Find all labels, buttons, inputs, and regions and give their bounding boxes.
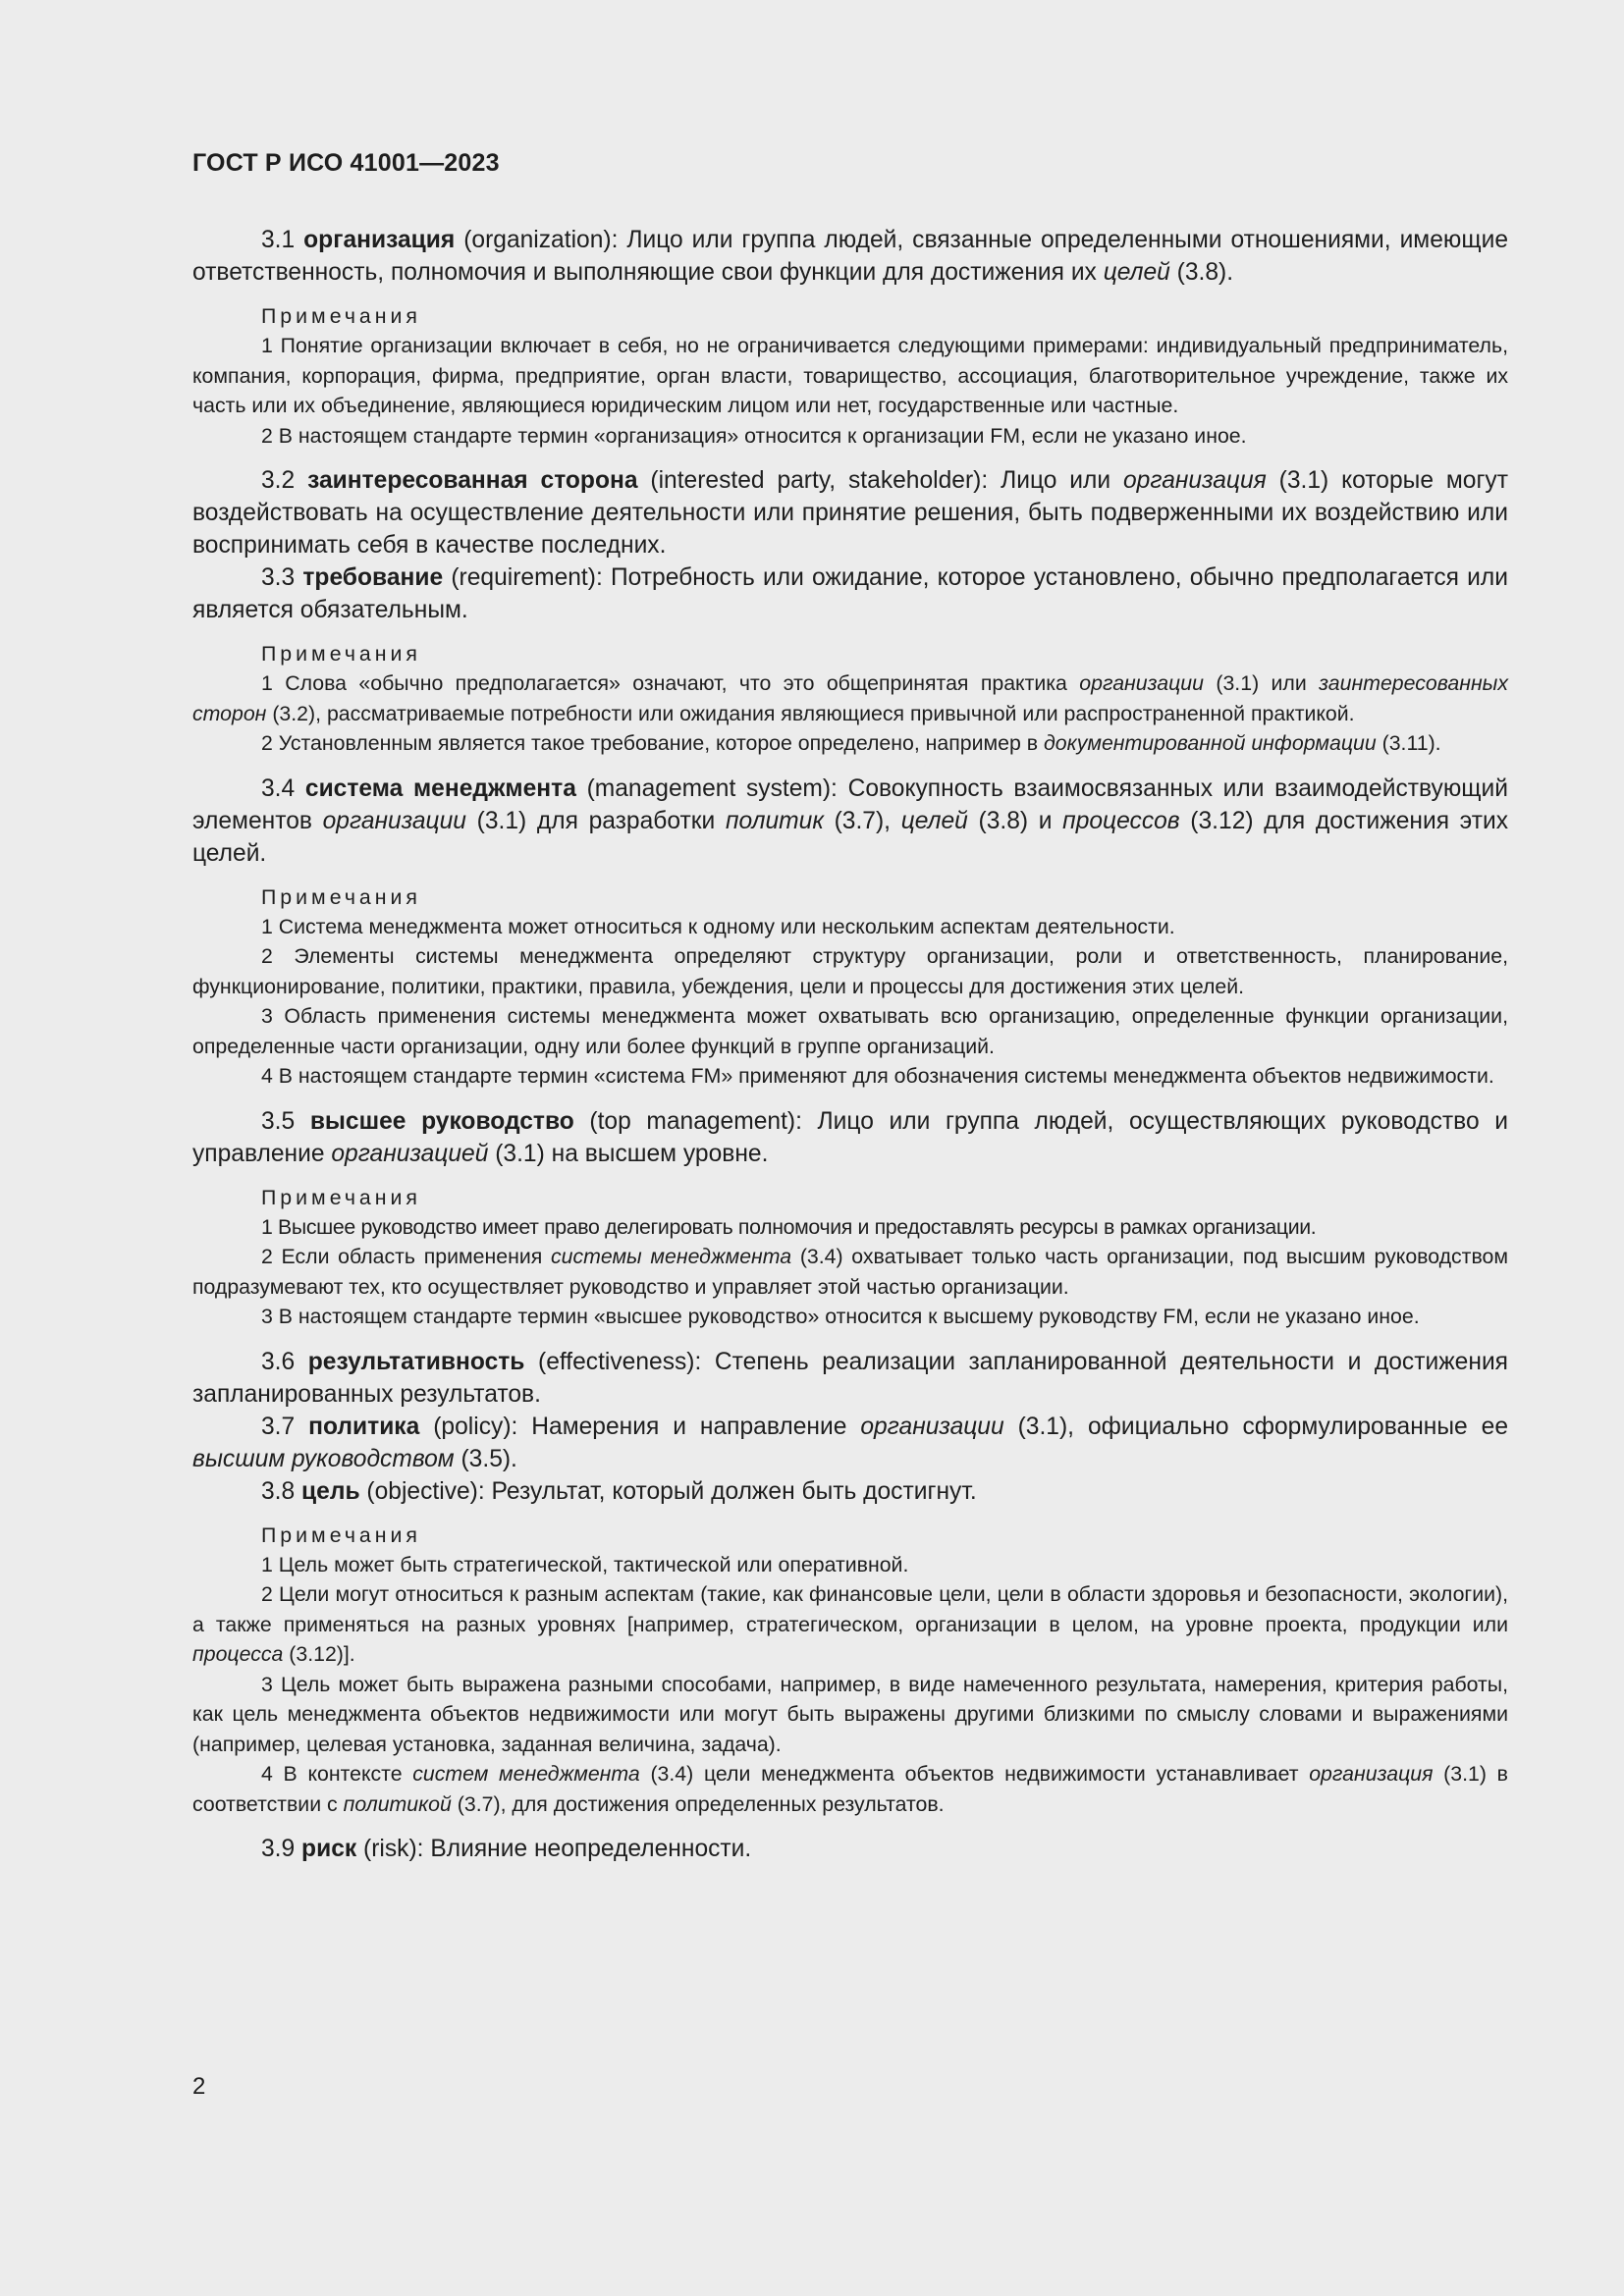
term-english: (management system): xyxy=(575,774,848,802)
notes-heading: Примечания xyxy=(261,1185,421,1209)
note-text: (3.4) охватывает только часть организации, под высшим руководством подразумевают тех, кто осуществляет руководство и управляет этой частью организации. xyxy=(192,1245,1509,1299)
note-reference: организации xyxy=(1079,671,1204,695)
term-definition: Результат, который должен быть достигнут. xyxy=(491,1477,977,1505)
note-item: 1 Высшее руководство имеет право делегировать полномочия и предоставлять ресурсы в рамках организации. xyxy=(261,1214,1317,1239)
note-item xyxy=(192,728,1508,759)
note-item: 2 В настоящем стандарте термин «организация» относится к организации FM, если не указано иное. xyxy=(261,423,1247,448)
note-text: 1 Слова «обычно предполагается» означают, что это общепринятая практика xyxy=(261,671,1080,695)
term-english: (objective): xyxy=(359,1477,492,1505)
note-text: (3.11). xyxy=(1376,731,1441,755)
term-definition: Совокупность взаимосвязанных или взаимодействующий элементов xyxy=(192,774,1508,834)
term-number: 3.2 xyxy=(261,467,296,494)
document-body xyxy=(192,224,1508,1865)
note-text: (3.2), рассматриваемые потребности или ожидания являющиеся привычной или распространенной практикой. xyxy=(266,701,1355,725)
term-name: требование xyxy=(302,564,444,591)
term-english: (risk): xyxy=(356,1836,431,1862)
page-number: 2 xyxy=(192,2073,206,2100)
term-name: политика xyxy=(308,1413,420,1440)
note-item: 1 Система менеджмента может относиться к одному или нескольким аспектам деятельности. xyxy=(261,914,1175,938)
note-text: (3.7), для достижения определенных результатов. xyxy=(451,1791,945,1816)
notes-heading: Примечания xyxy=(261,884,421,909)
note-text: (3.12)]. xyxy=(283,1642,355,1666)
term-english: (policy): xyxy=(419,1413,532,1440)
term-reference: организацией xyxy=(331,1140,489,1167)
note-text: 2 Установленным является такое требование, которое определено, например в xyxy=(261,731,1045,755)
notes-3-8 xyxy=(192,1521,1508,1820)
term-definition: (3.1) которые могут воздействовать на осуществление деятельности или принятие решения, быть подверженными их воздействию или воспринимать себя в качестве последних. xyxy=(192,467,1508,559)
term-reference: организация xyxy=(1123,467,1267,494)
note-item: 3 Цель может быть выражена разными способами, например, в виде намеченного результата, намерения, критерия работы, как цель менеджмента объектов недвижимости или могут быть выражены другими близкими по смыслу словами и выражениями (например, целевая установка, заданная величина, задача). xyxy=(192,1672,1508,1756)
term-definition: (3.8). xyxy=(1169,259,1234,286)
term-definition: Степень реализации запланированной деятельности и достижения запланированных результатов. xyxy=(192,1348,1508,1408)
note-item: 2 Элементы системы менеджмента определяют структуру организации, роли и ответственность, планирование, функционирование, политики, практики, правила, убеждения, цели и процессы для достижения этих целей. xyxy=(192,944,1508,998)
term-3-5 xyxy=(192,1105,1508,1170)
note-item xyxy=(192,1759,1508,1819)
term-reference: высшим руководством xyxy=(192,1445,455,1472)
note-text: 2 Цели могут относиться к разным аспектам (такие, как финансовые цели, цели в области здоровья и безопасности, экологии), а также применяться на разных уровнях [например, стратегическом, организации в целом, на уровне проекта, продукции или xyxy=(192,1582,1508,1636)
term-name: риск xyxy=(301,1836,357,1862)
term-english: (effectiveness): xyxy=(524,1348,715,1375)
term-definition: Лицо или xyxy=(1001,467,1123,494)
term-number: 3.4 xyxy=(261,774,296,802)
note-reference: политикой xyxy=(343,1791,452,1816)
note-text: (3.1) в соответствии с xyxy=(192,1762,1508,1816)
term-3-8 xyxy=(192,1475,1508,1508)
term-3-3 xyxy=(192,561,1508,626)
term-3-6 xyxy=(192,1346,1508,1411)
notes-3-5 xyxy=(192,1183,1508,1332)
term-definition: Намерения и направление xyxy=(531,1413,861,1440)
term-3-1 xyxy=(192,224,1508,289)
term-name: заинтересованная сторона xyxy=(307,467,638,494)
term-reference: политик xyxy=(725,807,824,834)
note-reference: заинтересованных сторон xyxy=(192,671,1508,725)
note-reference: документированной информации xyxy=(1044,731,1377,755)
note-reference: системы менеджмента xyxy=(550,1245,792,1268)
term-number: 3.3 xyxy=(261,564,296,591)
note-item xyxy=(192,1242,1508,1302)
note-reference: организация xyxy=(1309,1762,1434,1786)
term-number: 3.1 xyxy=(261,227,296,253)
term-reference: организации xyxy=(322,807,466,834)
term-english: (requirement): xyxy=(443,564,611,591)
term-name: система менеджмента xyxy=(304,774,576,802)
term-english: (top management): xyxy=(573,1107,818,1135)
term-reference: процессов xyxy=(1062,807,1180,834)
term-name: результативность xyxy=(307,1348,525,1375)
term-number: 3.7 xyxy=(261,1413,296,1440)
document-header: ГОСТ Р ИСО 41001—2023 xyxy=(192,149,500,177)
term-3-4 xyxy=(192,773,1508,870)
term-definition: (3.1) на высшем уровне. xyxy=(488,1140,769,1167)
term-3-7 xyxy=(192,1411,1508,1475)
note-item: 4 В настоящем стандарте термин «система FM» применяют для обозначения системы менеджмента объектов недвижимости. xyxy=(261,1064,1494,1088)
note-text: 4 В контексте xyxy=(261,1762,413,1786)
note-item: 1 Цель может быть стратегической, тактической или оперативной. xyxy=(261,1552,909,1576)
note-text: (3.4) цели менеджмента объектов недвижимости устанавливает xyxy=(639,1762,1310,1786)
notes-3-1 xyxy=(192,301,1508,451)
note-reference: систем менеджмента xyxy=(412,1762,640,1786)
term-definition: (3.5). xyxy=(454,1445,517,1472)
term-definition: (3.1), официально сформулированные ее xyxy=(1003,1413,1508,1440)
notes-3-3 xyxy=(192,639,1508,759)
notes-heading: Примечания xyxy=(261,642,421,666)
term-reference: целей xyxy=(900,807,968,834)
note-item: 3 Область применения системы менеджмента может охватывать всю организацию, определенные функции организации, определенные части организации, одну или более функций в группе организаций. xyxy=(192,1004,1508,1058)
term-name: высшее руководство xyxy=(309,1107,574,1135)
term-number: 3.5 xyxy=(261,1107,296,1135)
term-reference: целей xyxy=(1103,259,1170,286)
term-english: (organization): xyxy=(455,227,627,253)
term-definition: Лицо или группа людей, осуществляющих руководство и управление xyxy=(192,1107,1508,1167)
note-item xyxy=(192,668,1508,728)
term-definition: Влияние неопределенности. xyxy=(430,1836,752,1862)
term-number: 3.6 xyxy=(261,1348,296,1375)
term-number: 3.9 xyxy=(261,1836,296,1862)
term-definition: (3.8) и xyxy=(967,807,1063,834)
term-english: (interested party, stakeholder): xyxy=(637,467,1001,494)
notes-3-4 xyxy=(192,882,1508,1092)
term-definition: (3.12) для достижения этих целей. xyxy=(192,807,1508,867)
note-item: 3 В настоящем стандарте термин «высшее руководство» относится к высшему руководству FM, если не указано иное. xyxy=(261,1305,1420,1328)
note-item xyxy=(192,1579,1508,1670)
note-text: (3.1) или xyxy=(1204,671,1320,695)
notes-heading: Примечания xyxy=(261,304,421,328)
term-reference: организации xyxy=(860,1413,1004,1440)
term-name: цель xyxy=(301,1477,360,1505)
note-item: 1 Понятие организации включает в себя, но не ограничивается следующими примерами: индивидуальный предприниматель, компания, корпорация, фирма, предприятие, орган власти, товарищество, ассоциация, благотворительное учреждение, также их часть или их объединение, являющиеся юридическим лицом или нет, государственные или частные. xyxy=(192,334,1508,417)
term-definition: Потребность или ожидание, которое установлено, обычно предполагается или является обязательным. xyxy=(192,564,1508,623)
term-3-9 xyxy=(192,1833,1508,1865)
term-3-2 xyxy=(192,464,1508,561)
term-name: организация xyxy=(303,227,456,253)
note-reference: процесса xyxy=(192,1642,284,1666)
term-number: 3.8 xyxy=(261,1477,296,1505)
term-definition: (3.7), xyxy=(823,807,901,834)
term-definition: Лицо или группа людей, связанные определенными отношениями, имеющие ответственность, полномочия и выполняющие свои функции для достижения их xyxy=(192,227,1508,286)
notes-heading: Примечания xyxy=(261,1522,421,1547)
term-definition: (3.1) для разработки xyxy=(465,807,726,834)
note-text: 2 Если область применения xyxy=(261,1245,551,1268)
